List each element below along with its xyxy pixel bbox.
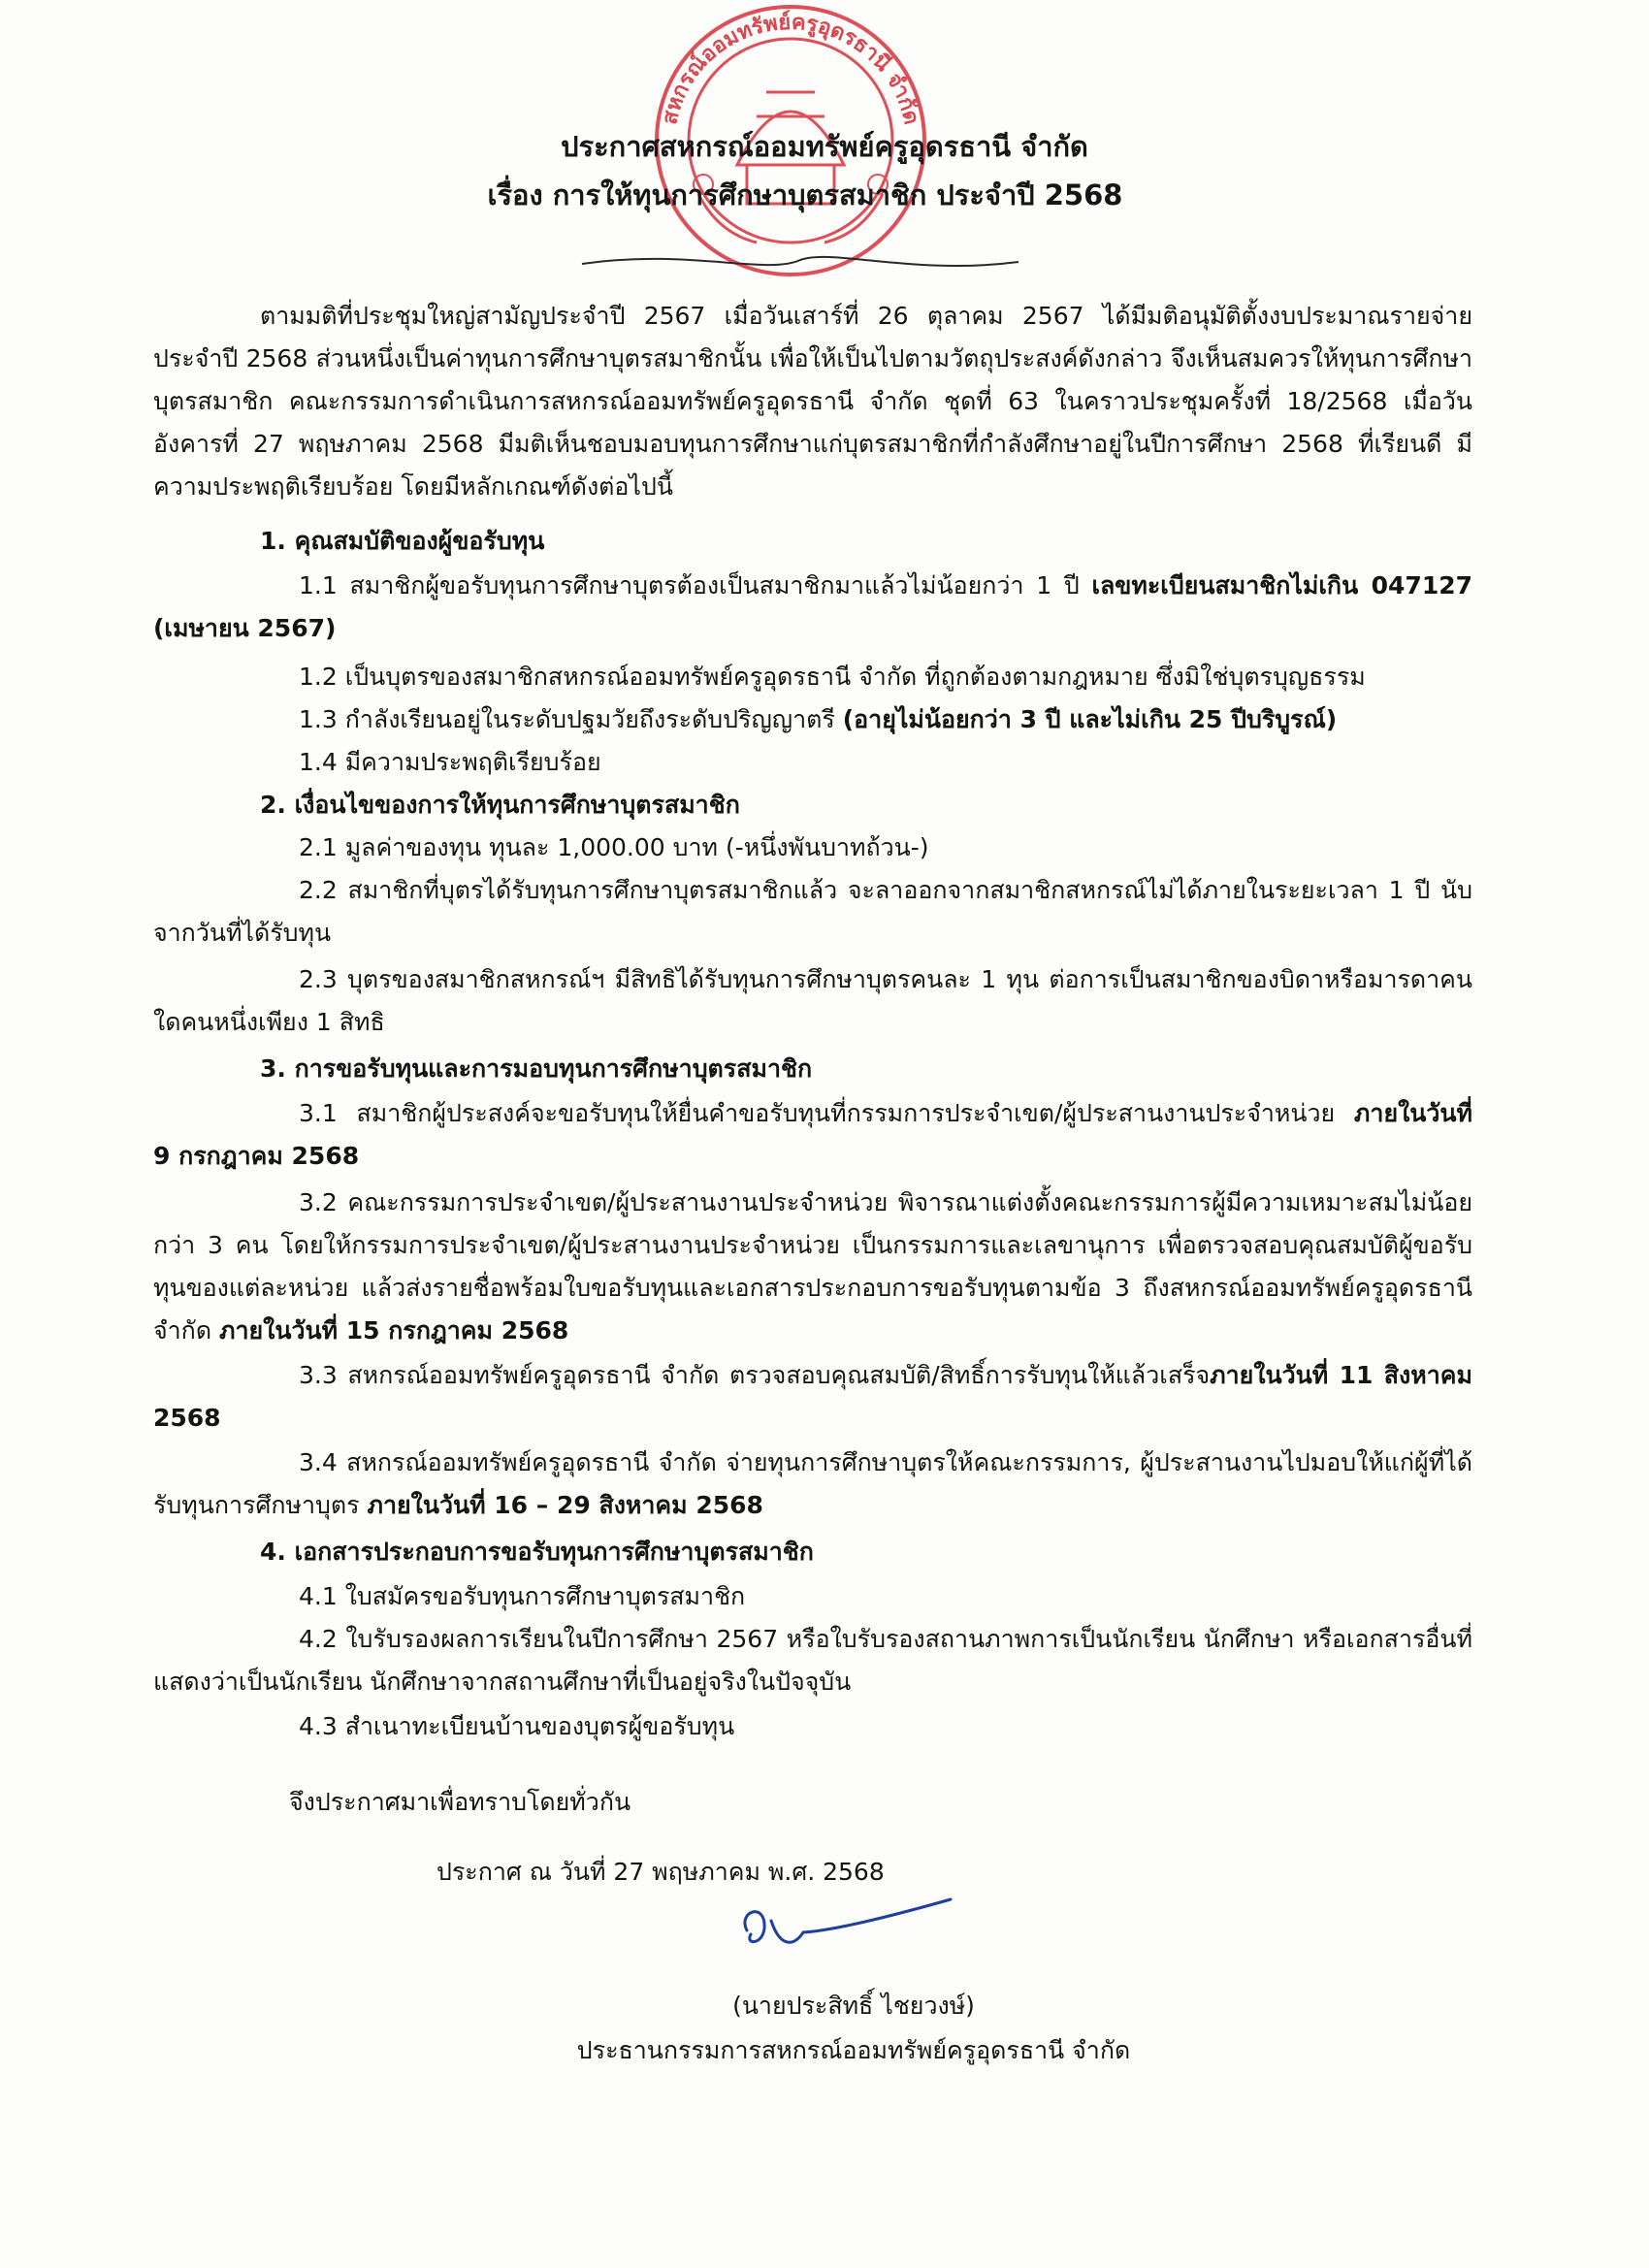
section-heading-4: 4. เอกสารประกอบการขอรับทุนการศึกษาบุตรสมาชิก xyxy=(260,1538,814,1566)
intro-paragraph: ตามมติที่ประชุมใหญ่สามัญประจำปี 2567 เมื่อวันเสาร์ที่ 26 ตุลาคม 2567 ได้มีมติอนุมัติตั้งงบประมาณรายจ่ายประจำปี 2568 ส่วนหนึ่งเป็นค่าทุนการศึกษาบุตรสมาชิกนั้น เพื่อให้เป็นไปตามวัตถุประสงค์ดังกล่าว จึงเห็นสมควรให้ทุนการศึกษาบุตรสมาชิก คณะกรรมการดำเนินการสหกรณ์ออมทรัพย์ครูอุดรธานี จำกัด ชุดที่ 63 ในคราวประชุมครั้งที่ 18/2568 เมื่อวันอังคารที่ 27 พฤษภาคม 2568 มีมติเห็นชอบมอบทุนการศึกษาแก่บุตรสมาชิกที่กำลังศึกษาอยู่ในปีการศึกษา 2568 ที่เรียนดี มีความประพฤติเรียบร้อย โดยมีหลักเกณฑ์ดังต่อไปนี้ xyxy=(153,302,1472,501)
list-item-3-3: 3.3 สหกรณ์ออมทรัพย์ครูอุดรธานี จำกัด ตรวจสอบคุณสมบัติ/สิทธิ์การรับทุนให้แล้วเสร็จภายในวันที่ 11 สิงหาคม 2568 xyxy=(153,1361,1472,1432)
list-item-3-2: 3.2 คณะกรรมการประจำเขต/ผู้ประสานงานประจำหน่วย พิจารณาแต่งตั้งคณะกรรมการผู้มีความเหมาะสมไม่น้อยกว่า 3 คน โดยให้กรรมการประจำเขต/ผู้ประสานงานประจำหน่วย เป็นกรรมการและเลขานุการ เพื่อตรวจสอบคุณสมบัติผู้ขอรับทุนของแต่ละหน่วย แล้วส่งรายชื่อพร้อมใบขอรับทุนและเอกสารประกอบการขอรับทุนตามข้อ 3 ถึงสหกรณ์ออมทรัพย์ครูอุดรธานี จำกัด ภายในวันที่ 15 กรกฎาคม 2568 xyxy=(153,1188,1472,1345)
list-item-2-2: 2.2 สมาชิกที่บุตรได้รับทุนการศึกษาบุตรสมาชิกแล้ว จะลาออกจากสมาชิกสหกรณ์ไม่ได้ภายในระยะเวลา 1 ปี นับจากวันที่ได้รับทุน xyxy=(153,876,1472,947)
section-heading-1: 1. คุณสมบัติของผู้ขอรับทุน xyxy=(260,527,545,555)
list-item-2-3: 2.3 บุตรของสมาชิกสหกรณ์ฯ มีสิทธิได้รับทุนการศึกษาบุตรคนละ 1 ทุน ต่อการเป็นสมาชิกของบิดาหรือมารดาคนใดคนหนึ่งเพียง 1 สิทธิ xyxy=(153,965,1472,1036)
section-heading-2: 2. เงื่อนไขของการให้ทุนการศึกษาบุตรสมาชิก xyxy=(260,791,740,819)
seal-text: สหกรณ์ออมทรัพย์ครูอุดรธานี จำกัด xyxy=(658,10,923,127)
list-item-1-1: 1.1 สมาชิกผู้ขอรับทุนการศึกษาบุตรต้องเป็นสมาชิกมาแล้วไม่น้อยกว่า 1 ปี เลขทะเบียนสมาชิกไม่เกิน 047127 (เมษายน 2567) xyxy=(153,571,1473,642)
list-item-1-4: 1.4 มีความประพฤติเรียบร้อย xyxy=(299,748,601,776)
announcement-title: ประกาศสหกรณ์ออมทรัพย์ครูอุดรธานี จำกัด xyxy=(561,130,1088,163)
svg-text:สหกรณ์ออมทรัพย์ครูอุดรธานี จำก xyxy=(658,10,923,127)
signer-name: (นายประสิทธิ์ ไชยวงษ์) xyxy=(732,1992,975,2020)
list-item-1-3: 1.3 กำลังเรียนอยู่ในระดับปฐมวัยถึงระดับปริญญาตรี (อายุไม่น้อยกว่า 3 ปี และไม่เกิน 25 ปีบริบูรณ์) xyxy=(299,705,1338,733)
announcement-subject: เรื่อง การให้ทุนการศึกษาบุตรสมาชิก ประจำปี 2568 xyxy=(487,178,1123,211)
list-item-4-1: 4.1 ใบสมัครขอรับทุนการศึกษาบุตรสมาชิก xyxy=(299,1582,746,1610)
list-item-2-1: 2.1 มูลค่าของทุน ทุนละ 1,000.00 บาท (-หนึ่งพันบาทถ้วน-) xyxy=(299,833,929,861)
decorative-flourish xyxy=(572,243,1028,281)
closing-line: จึงประกาศมาเพื่อทราบโดยทั่วกัน xyxy=(289,1788,631,1816)
list-item-3-4: 3.4 สหกรณ์ออมทรัพย์ครูอุดรธานี จำกัด จ่ายทุนการศึกษาบุตรให้คณะกรรมการ, ผู้ประสานงานไปมอบให้แก่ผู้ที่ได้รับทุนการศึกษาบุตร ภายในวันที่ 16 – 29 สิงหาคม 2568 xyxy=(153,1448,1472,1519)
announcement-date: ประกาศ ณ วันที่ 27 พฤษภาคม พ.ศ. 2568 xyxy=(436,1858,885,1886)
list-item-1-2: 1.2 เป็นบุตรของสมาชิกสหกรณ์ออมทรัพย์ครูอุดรธานี จำกัด ที่ถูกต้องตามกฎหมาย ซึ่งมิใช่บุตรบุญธรรม xyxy=(299,663,1366,691)
list-item-4-2: 4.2 ใบรับรองผลการเรียนในปีการศึกษา 2567 หรือใบรับรองสถานภาพการเป็นนักเรียน นักศึกษา หรือเอกสารอื่นที่แสดงว่าเป็นนักเรียน นักศึกษาจากสถานศึกษาที่เป็นอยู่จริงในปัจจุบัน xyxy=(153,1625,1472,1696)
signature xyxy=(728,1892,960,1960)
section-heading-3: 3. การขอรับทุนและการมอบทุนการศึกษาบุตรสมาชิก xyxy=(260,1054,813,1083)
signer-title: ประธานกรรมการสหกรณ์ออมทรัพย์ครูอุดรธานี จำกัด xyxy=(576,2036,1131,2064)
list-item-3-1: 3.1 สมาชิกผู้ประสงค์จะขอรับทุนให้ยื่นคำขอรับทุนที่กรรมการประจำเขต/ผู้ประสานงานประจำหน่วย ภายในวันที่ 9 กรกฎาคม 2568 xyxy=(153,1099,1472,1170)
list-item-4-3: 4.3 สำเนาทะเบียนบ้านของบุตรผู้ขอรับทุน xyxy=(299,1712,735,1740)
